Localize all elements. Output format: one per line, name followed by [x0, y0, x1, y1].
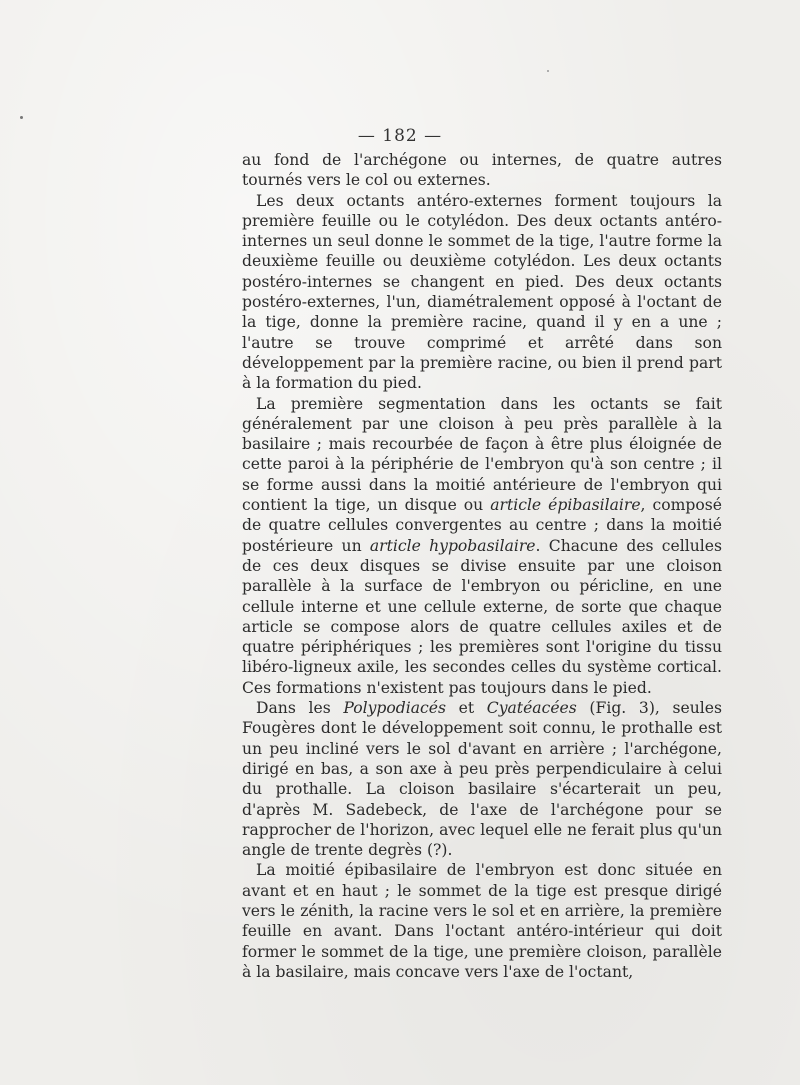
text-run: au fond de l'archégone ou internes, de quatre autres tournés vers le col ou externes.: [242, 151, 722, 190]
italic-term: article hypobasilaire: [369, 536, 536, 555]
page-number: — 182 —: [357, 126, 443, 146]
text-run: Dans les: [256, 699, 344, 718]
italic-term: Cyatéacées: [486, 699, 577, 718]
paragraph-4: [242, 698, 722, 860]
body-text: [242, 150, 722, 982]
paragraph-2: [242, 191, 722, 394]
text-run: et: [446, 699, 487, 718]
text-run: (Fig. 3), seules Fougères dont le développement soit connu, le prothalle est un peu incliné vers le sol d'avant en arrière ; l'archégone, dirigé en bas, a son axe à peu près perpendiculaire à celui du prothalle. La cloison basilaire s'écarterait un peu, d'après M. Sadebeck, de l'axe de l'archégone pour se rapprocher de l'horizon, avec lequel elle ne ferait plus qu'un angle de trente degrès (?).: [242, 699, 722, 860]
italic-term: Polypodiacés: [343, 699, 446, 718]
paragraph-5: [242, 860, 722, 982]
paragraph-1: [242, 150, 722, 191]
paragraph-3: [242, 394, 722, 698]
italic-term: article épibasilaire: [490, 496, 641, 515]
text-run: , composé de quatre cellules convergentes au centre ; dans la moitié postérieure un: [242, 496, 722, 555]
ink-speck: [20, 116, 23, 119]
ink-speck: [547, 70, 549, 72]
text-run: . Chacune des cellules de ces deux disques se divise ensuite par une cloison parallèle à la surface de l'embryon ou péricline, en une cellule interne et une cellule externe, de sorte que chaque article se compose alors de quatre cellules axiles et de quatre périphériques ; les premières sont l'origine du tissu libéro-ligneux axile, les secondes celles du système cortical. Ces formations n'existent pas toujours dans le pied.: [242, 536, 723, 697]
text-run: Les deux octants antéro-externes forment toujours la première feuille ou le cotylédon. Des deux octants antéro-internes un seul donne le sommet de la tige, l'autre forme la deuxième feuille ou deuxième cotylédon. Les deux octants postéro-internes se changent en pied. Des deux octants postéro-externes, l'un, diamétralement opposé à l'octant de la tige, donne la première racine, quand il y en a une ; l'autre se trouve comprimé et arrêté dans son développement par la première racine, ou bien il prend part à la formation du pied.: [242, 191, 722, 393]
text-run: La première segmentation dans les octants se fait généralement par une cloison à peu près parallèle à la basilaire ; mais recourbée de façon à être plus éloignée de cette paroi à la périphérie de l'embryon qu'à son centre ; il se forme aussi dans la moitié antérieure de l'embryon qui contient la tige, un disque ou: [242, 394, 722, 515]
text-run: La moitié épibasilaire de l'embryon est donc située en avant et en haut ; le sommet de la tige est presque dirigé vers le zénith, la racine vers le sol et en arrière, la première feuille en avant. Dans l'octant antéro-intérieur qui doit former le sommet de la tige, une première cloison, parallèle à la basilaire, mais concave vers l'axe de l'octant,: [242, 861, 722, 981]
